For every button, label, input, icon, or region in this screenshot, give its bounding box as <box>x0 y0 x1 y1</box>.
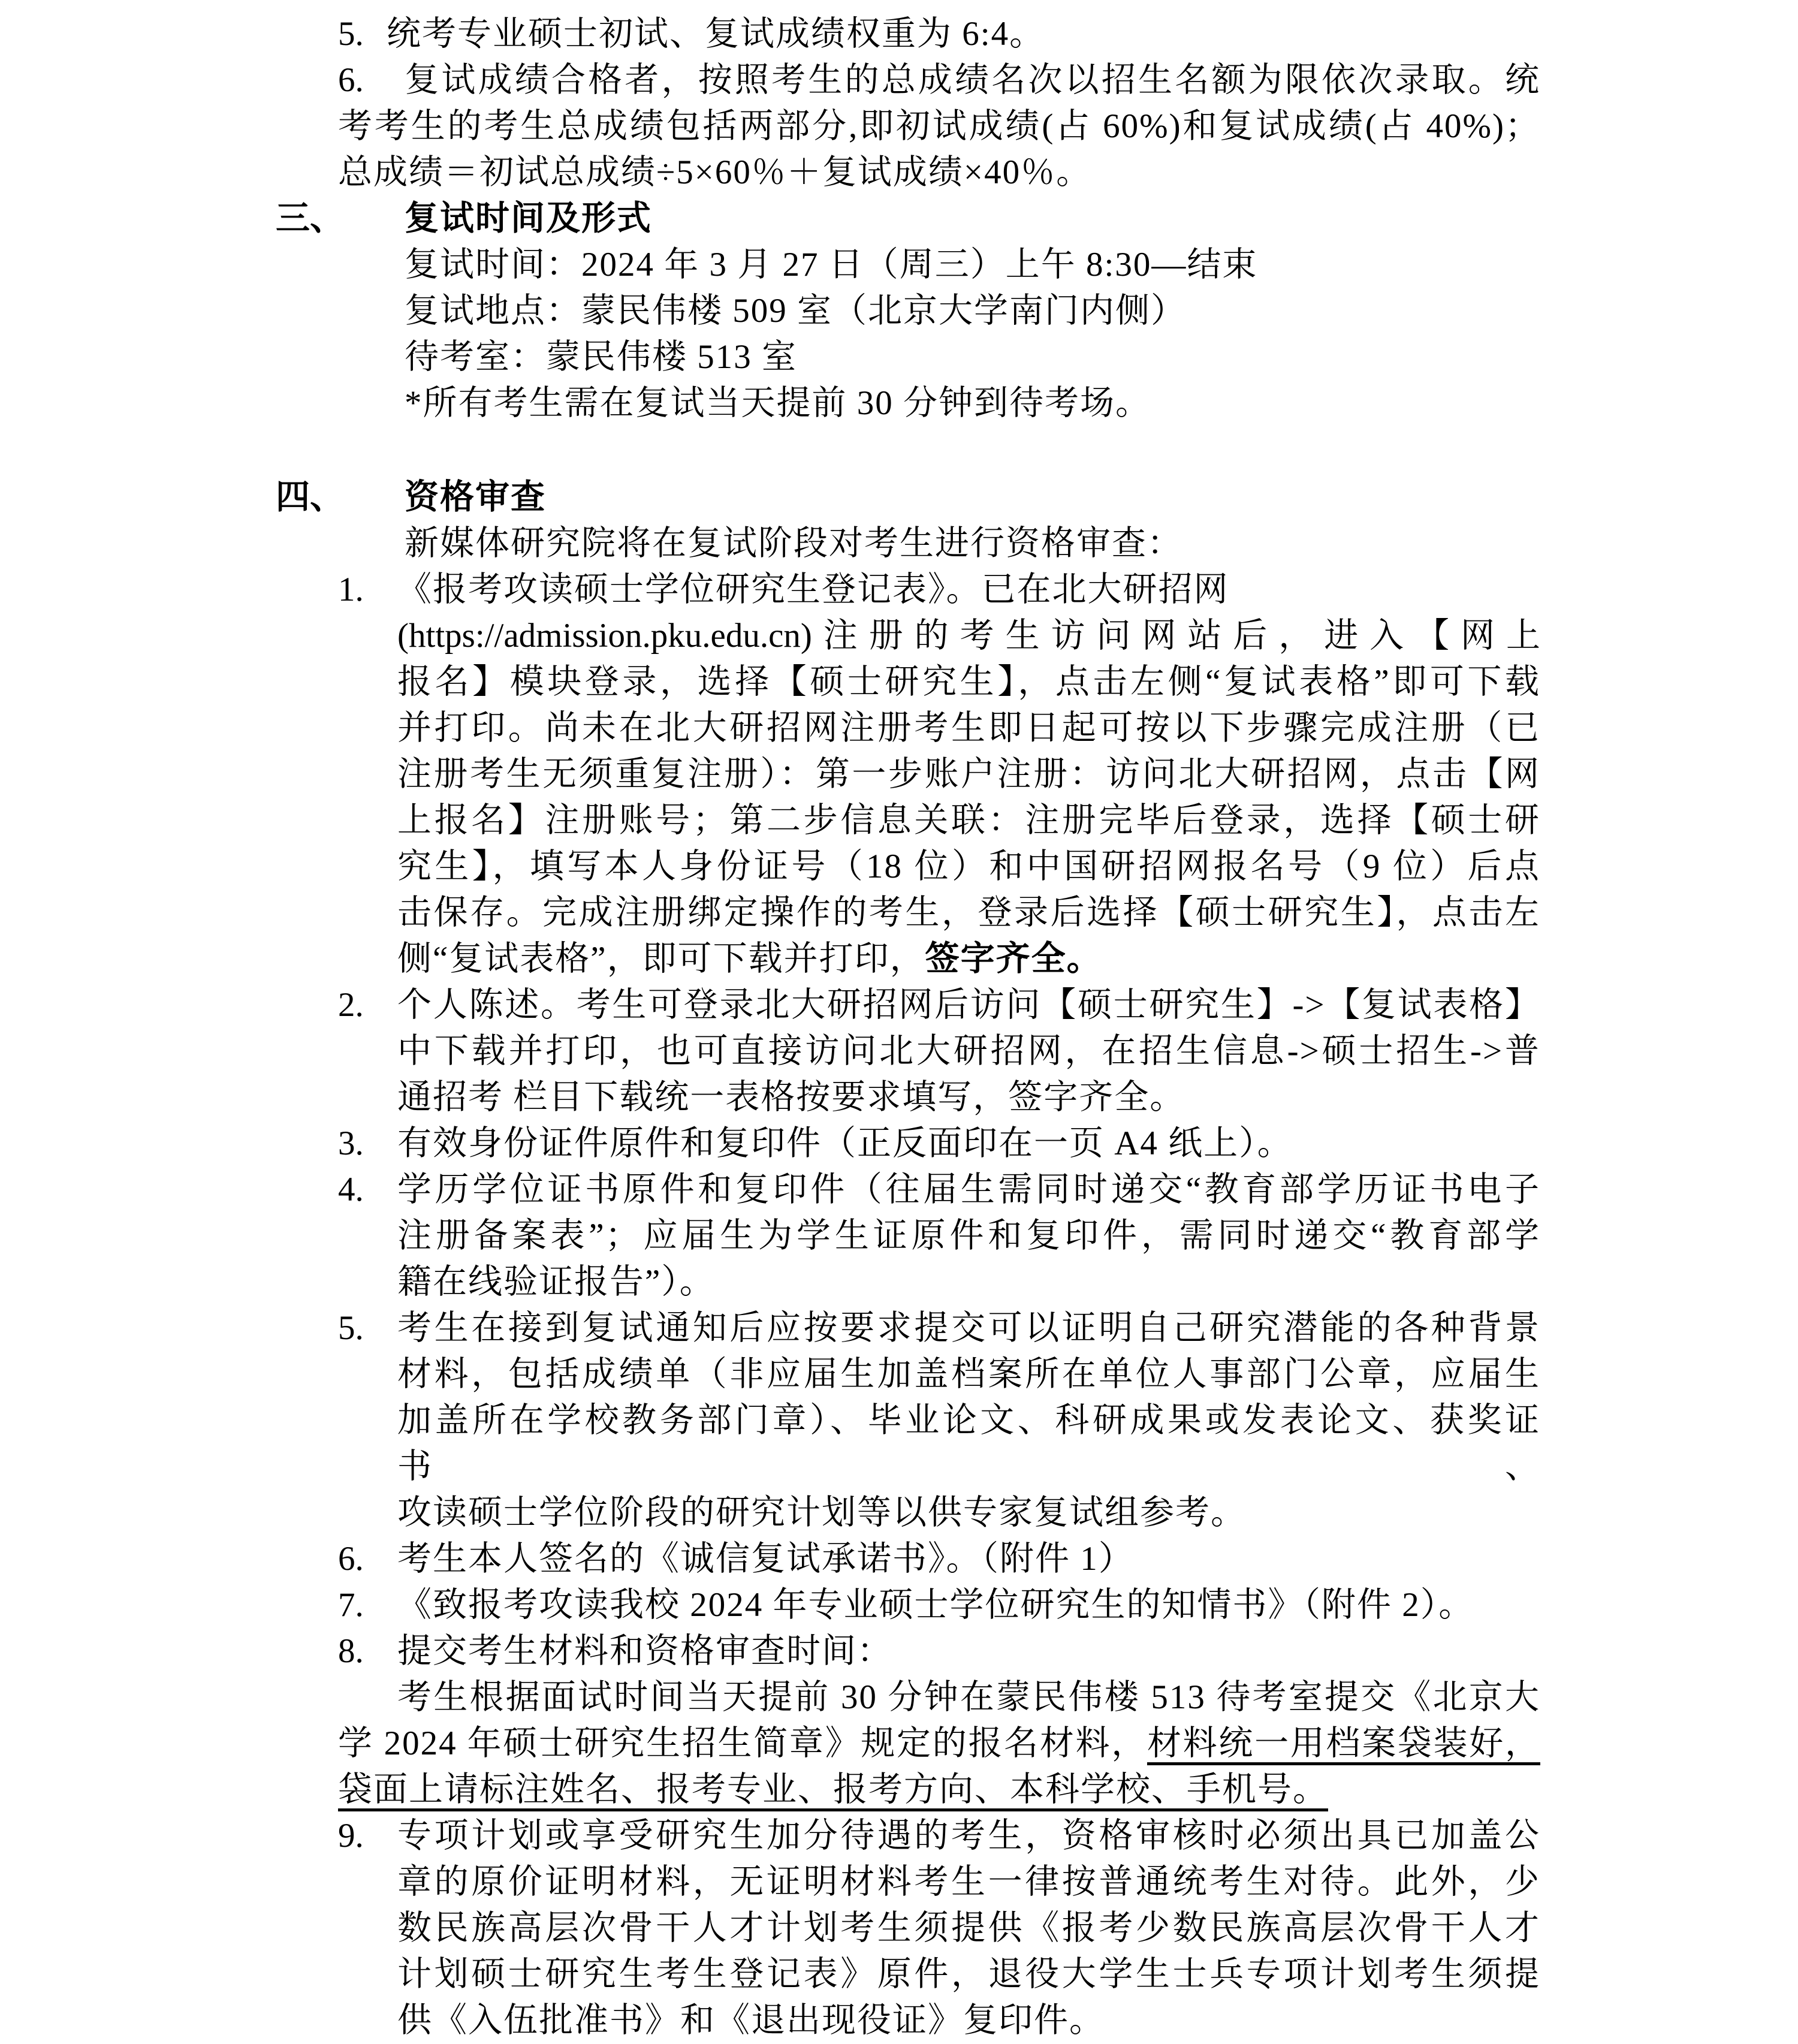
list-item-number: 7. <box>338 1586 364 1624</box>
document-line <box>397 1997 1540 2043</box>
document-line <box>397 613 1540 659</box>
text-run: 中下载并打印，也可直接访问北大研招网，在招生信息->硕士招生->普 <box>397 1032 1540 1070</box>
document-line <box>397 1305 1540 1351</box>
document-line <box>397 936 1540 982</box>
text-run: 籍在线验证报告”）。 <box>397 1263 715 1301</box>
text-run: 《致报考攻读我校 2024 年专业硕士学位研究生的知情书》（附件 2）。 <box>397 1586 1474 1624</box>
text-run: 复试时间：2024 年 3 月 27 日（周三）上午 8:30—结束 <box>405 246 1258 284</box>
document-line <box>397 1951 1540 1997</box>
text-run: 学 2024 年硕士研究生招生简章》规定的报名材料， <box>338 1725 1147 1762</box>
document-line <box>397 659 1540 705</box>
document-line <box>397 1674 1540 1720</box>
text-run-underline: 材料统一用档案袋装好， <box>1147 1725 1540 1762</box>
section-number: 四、 <box>276 478 344 516</box>
section-number: 三、 <box>276 200 344 237</box>
document-line <box>338 1766 1540 1813</box>
document-line <box>397 1905 1540 1951</box>
document-line <box>338 57 1540 103</box>
text-run: 注册备案表”；应届生为学生证原件和复印件，需同时递交“教育部学 <box>397 1217 1540 1255</box>
text-run: 总成绩＝初试总成绩÷5×60％＋复试成绩×40％。 <box>338 153 1092 191</box>
list-item-number: 6. <box>338 61 364 99</box>
list-item <box>338 57 1540 195</box>
paragraph-line <box>405 242 1540 288</box>
text-run: 复试地点：蒙民伟楼 509 室（北京大学南门内侧） <box>405 292 1186 330</box>
document-line <box>397 1859 1540 1905</box>
text-run: 上报名】注册账号；第二步信息关联：注册完毕后登录，选择【硕士研 <box>397 801 1540 839</box>
section-title: 复试时间及形式 <box>405 200 652 237</box>
list-item-number: 8. <box>338 1632 364 1670</box>
text-run: 学历学位证书原件和复印件（往届生需同时递交“教育部学历证书电子 <box>397 1171 1540 1208</box>
text-run: 考生在接到复试通知后应按要求提交可以证明自己研究潜能的各种背景 <box>397 1309 1540 1347</box>
text-run: 考生根据面试时间当天提前 30 分钟在蒙民伟楼 513 待考室提交《北京大 <box>397 1678 1540 1716</box>
document-line <box>397 1536 1540 1582</box>
section-heading <box>276 195 1540 242</box>
list-item <box>338 566 1540 982</box>
list-item <box>338 1120 1540 1166</box>
text-run: 专项计划或享受研究生加分待遇的考生，资格审核时必须出具已加盖公 <box>397 1817 1540 1855</box>
text-run: 有效身份证件原件和复印件（正反面印在一页 A4 纸上）。 <box>397 1124 1293 1162</box>
document-line <box>397 1074 1540 1120</box>
list-item-number: 2. <box>338 986 364 1024</box>
text-run: 报名】模块登录，选择【硕士研究生】，点击左侧“复试表格”即可下载 <box>397 663 1540 701</box>
text-run: 计划硕士研究生考生登记表》原件，退役大学生士兵专项计划考生须提 <box>397 1955 1540 1993</box>
document-line <box>397 1028 1540 1074</box>
text-run: 复试成绩合格者，按照考生的总成绩名次以招生名额为限依次录取。统 <box>403 61 1540 99</box>
document-line <box>397 1397 1540 1490</box>
list-item <box>338 1166 1540 1305</box>
document-line <box>397 797 1540 843</box>
document-line <box>338 1720 1540 1766</box>
document-line <box>338 149 1540 195</box>
document-line <box>397 843 1540 890</box>
document-line <box>397 705 1540 751</box>
paragraph-line <box>405 288 1540 334</box>
paragraph-line <box>405 520 1540 566</box>
list-item-number: 3. <box>338 1124 364 1162</box>
document-line <box>338 11 1540 57</box>
document-line <box>397 1628 1540 1674</box>
text-run: 数民族高层次骨干人才计划考生须提供《报考少数民族高层次骨干人才 <box>397 1909 1540 1947</box>
list-item <box>338 1305 1540 1536</box>
document-line <box>397 566 1540 613</box>
document-line <box>397 1813 1540 1859</box>
text-run: *所有考生需在复试当天提前 30 分钟到待考场。 <box>405 384 1151 422</box>
list-item-number: 1. <box>338 571 364 608</box>
text-run: 个人陈述。考生可登录北大研招网后访问【硕士研究生】->【复试表格】 <box>397 986 1540 1024</box>
text-run: 统考专业硕士初试、复试成绩权重为 6:4。 <box>387 15 1045 53</box>
text-run-bold: 签字齐全。 <box>925 940 1102 978</box>
text-run: 考考生的考生总成绩包括两部分,即初试成绩(占 60%)和复试成绩(占 40%)； <box>338 107 1540 145</box>
document-line <box>397 1213 1540 1259</box>
text-run: 提交考生材料和资格审查时间： <box>397 1632 892 1670</box>
document-line <box>397 1166 1540 1213</box>
document-line <box>397 1120 1540 1166</box>
document-line <box>397 890 1540 936</box>
list-item-number: 4. <box>338 1171 364 1208</box>
text-run: 考生本人签名的《诚信复试承诺书》。（附件 1） <box>397 1540 1134 1578</box>
list-item <box>338 1628 1540 1813</box>
text-run: 材料，包括成绩单（非应届生加盖档案所在单位人事部门公章，应届生 <box>397 1355 1540 1393</box>
document-line <box>397 1259 1540 1305</box>
paragraph-line <box>405 380 1540 426</box>
list-item <box>338 1536 1540 1582</box>
document-line <box>338 103 1540 149</box>
text-run: 章的原价证明材料，无证明材料考生一律按普通统考生对待。此外，少 <box>397 1863 1540 1901</box>
document-line <box>397 1351 1540 1397</box>
list-item <box>338 1582 1540 1628</box>
list-item-number: 5. <box>338 1309 364 1347</box>
text-run: 新媒体研究院将在复试阶段对考生进行资格审查： <box>405 524 1182 562</box>
text-run: 侧“复试表格”，即可下载并打印， <box>397 940 925 978</box>
text-run: 究生】，填写本人身份证号（18 位）和中国研招网报名号（9 位）后点 <box>397 848 1540 885</box>
section-title: 资格审查 <box>405 478 546 516</box>
document-line <box>397 1582 1540 1628</box>
text-run: 击保存。完成注册绑定操作的考生，登录后选择【硕士研究生】，点击左 <box>397 894 1540 931</box>
document-line <box>397 751 1540 797</box>
document-line <box>397 1490 1540 1536</box>
section-heading <box>276 474 1540 520</box>
document-line <box>397 982 1540 1028</box>
text-run: 并打印。尚未在北大研招网注册考生即日起可按以下步骤完成注册（已 <box>397 709 1540 747</box>
text-run: 待考室：蒙民伟楼 513 室 <box>405 338 797 376</box>
text-run: 加盖所在学校教务部门章）、毕业论文、科研成果或发表论文、获奖证书、 <box>397 1401 1540 1485</box>
text-run: (https://admission.pku.edu.cn)注册的考生访问网站后，进入【网上 <box>397 617 1540 655</box>
text-run: 注册考生无须重复注册）：第一步账户注册：访问北大研招网，点击【网 <box>397 755 1540 793</box>
text-run: 攻读硕士学位阶段的研究计划等以供专家复试组参考。 <box>397 1494 1246 1532</box>
paragraph-line <box>405 334 1540 380</box>
text-run: 供《入伍批准书》和《退出现役证》复印件。 <box>397 2001 1105 2039</box>
list-item-number: 9. <box>338 1817 364 1855</box>
list-item-number: 6. <box>338 1540 364 1578</box>
text-run-underline: 袋面上请标注姓名、报考专业、报考方向、本科学校、手机号。 <box>338 1771 1328 1808</box>
list-item <box>338 982 1540 1120</box>
list-item <box>338 11 1540 57</box>
list-item-number: 5. <box>338 15 364 53</box>
text-run: 通招考 栏目下载统一表格按要求填写，签字齐全。 <box>397 1078 1185 1116</box>
list-item <box>338 1813 1540 2043</box>
text-run: 《报考攻读硕士学位研究生登记表》。已在北大研招网 <box>397 571 1229 608</box>
